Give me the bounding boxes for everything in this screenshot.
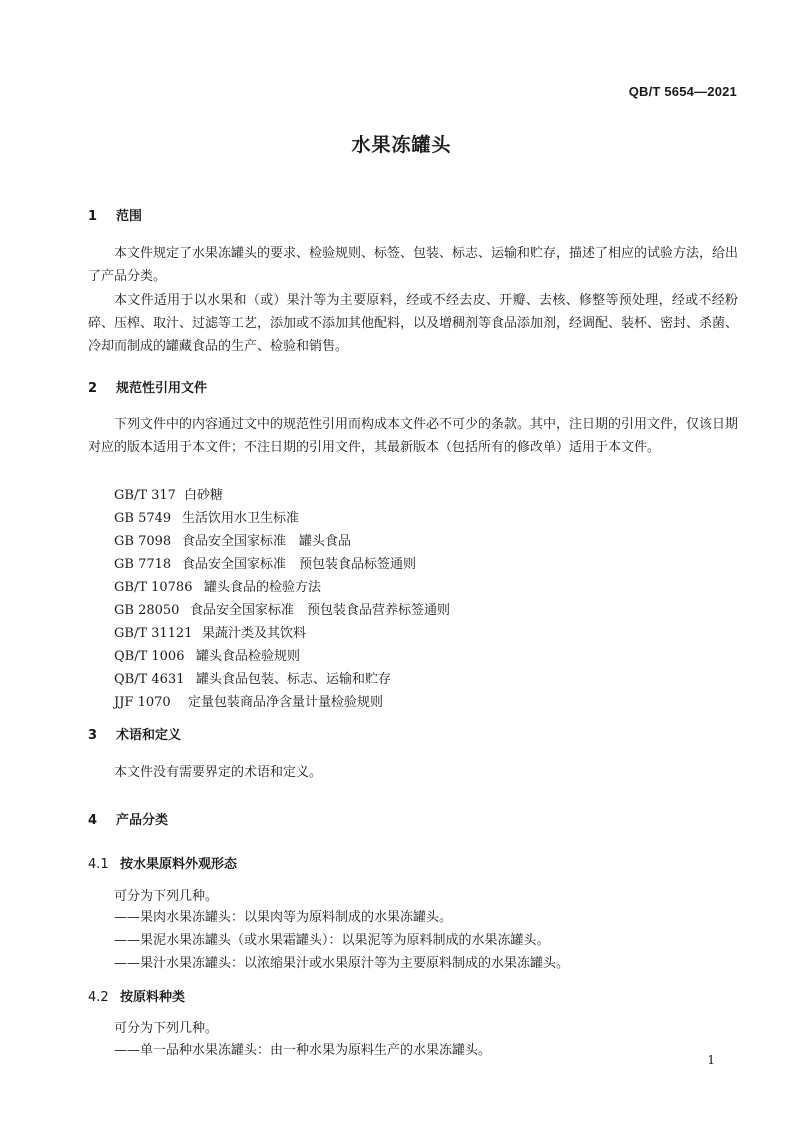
section-number: 4 <box>88 813 98 828</box>
reference-code: GB/T 317 <box>114 488 176 503</box>
reference-item <box>114 691 383 710</box>
reference-item <box>114 622 306 641</box>
section-title: 术语和定义 <box>116 728 182 743</box>
subsection-number: 4.2 <box>88 990 109 1005</box>
reference-item <box>114 484 223 503</box>
subsection-intro: 可分为下列几种。 <box>114 889 219 904</box>
reference-item <box>114 576 321 595</box>
subsection-intro: 可分为下列几种。 <box>114 1021 219 1036</box>
list-item: ——果肉水果冻罐头：以果肉等为原料制成的水果冻罐头。 <box>114 910 453 925</box>
section-title: 产品分类 <box>116 813 169 828</box>
reference-item <box>114 553 416 572</box>
reference-code: GB/T 10786 <box>114 580 193 595</box>
section-heading-scope <box>88 205 142 224</box>
subsection-title: 按原料种类 <box>120 990 186 1005</box>
reference-title: 罐头食品包装、标志、运输和贮存 <box>196 672 392 687</box>
reference-code: QB/T 1006 <box>114 649 185 664</box>
reference-title: 食品安全国家标准 罐头食品 <box>182 534 352 549</box>
section-heading-terms <box>88 724 181 743</box>
section-number: 1 <box>88 209 98 224</box>
reference-title: 罐头食品的检验方法 <box>204 580 322 595</box>
normative-intro: 下列文件中的内容通过文中的规范性引用而构成本文件必不可少的条款。其中，注日期的引用文件，仅该日期对应的版本适用于本文件；不注日期的引用文件，其最新版本（包括所有的修改单）适用于本文件。 <box>88 417 739 455</box>
subsection-heading-4-1 <box>88 853 237 872</box>
reference-title: 食品安全国家标准 预包装食品标签通则 <box>182 557 417 572</box>
reference-item <box>114 645 300 664</box>
reference-title: 定量包装商品净含量计量检验规则 <box>188 695 384 710</box>
reference-item <box>114 530 351 549</box>
page-number: 1 <box>707 1053 715 1067</box>
reference-code: GB 7098 <box>114 534 172 549</box>
list-item: ——果汁水果冻罐头：以浓缩果汁或水果原汁等为主要原料制成的水果冻罐头。 <box>114 956 570 971</box>
reference-code: GB/T 31121 <box>114 626 193 641</box>
reference-item <box>114 599 450 618</box>
scope-paragraph-2: 本文件适用于以水果和（或）果汁等为主要原料，经或不经去皮、开瓣、去核、修整等预处理，经或不经粉碎、压榨、取汁、过滤等工艺，添加或不添加其他配料，以及增稠剂等食品添加剂，经调配、装杯、密封、杀菌、冷却而制成的罐藏食品的生产、检验和销售。 <box>88 293 739 354</box>
reference-item <box>114 507 299 526</box>
reference-code: JJF 1070 <box>114 695 171 710</box>
reference-title: 罐头食品检验规则 <box>196 649 301 664</box>
reference-code: GB 7718 <box>114 557 172 572</box>
subsection-number: 4.1 <box>88 857 109 872</box>
section-heading-normative <box>88 377 207 396</box>
list-item: ——果泥水果冻罐头（或水果霜罐头）：以果泥等为原料制成的水果冻罐头。 <box>114 933 550 948</box>
section-title: 范围 <box>116 209 143 224</box>
reference-title: 白砂糖 <box>184 488 224 503</box>
document-title: 水果冻罐头 <box>351 134 452 156</box>
subsection-title: 按水果原料外观形态 <box>120 857 238 872</box>
reference-item <box>114 668 391 687</box>
standard-number: QB/T 5654—2021 <box>628 84 737 99</box>
reference-title: 生活饮用水卫生标准 <box>182 511 300 526</box>
reference-title: 果蔬汁类及其饮料 <box>202 626 307 641</box>
reference-code: GB 28050 <box>114 603 180 618</box>
section-heading-classification <box>88 809 168 828</box>
list-item: ——单一品种水果冻罐头：由一种水果为原料生产的水果冻罐头。 <box>114 1043 492 1058</box>
section-title: 规范性引用文件 <box>116 381 208 396</box>
scope-paragraph-1: 本文件规定了水果冻罐头的要求、检验规则、标签、包装、标志、运输和贮存，描述了相应的试验方法，给出了产品分类。 <box>88 246 739 284</box>
terms-text: 本文件没有需要界定的术语和定义。 <box>114 765 323 780</box>
section-number: 3 <box>88 728 98 743</box>
reference-title: 食品安全国家标准 预包装食品营养标签通则 <box>190 603 451 618</box>
section-number: 2 <box>88 381 98 396</box>
reference-code: GB 5749 <box>114 511 172 526</box>
subsection-heading-4-2 <box>88 986 185 1005</box>
reference-code: QB/T 4631 <box>114 672 185 687</box>
